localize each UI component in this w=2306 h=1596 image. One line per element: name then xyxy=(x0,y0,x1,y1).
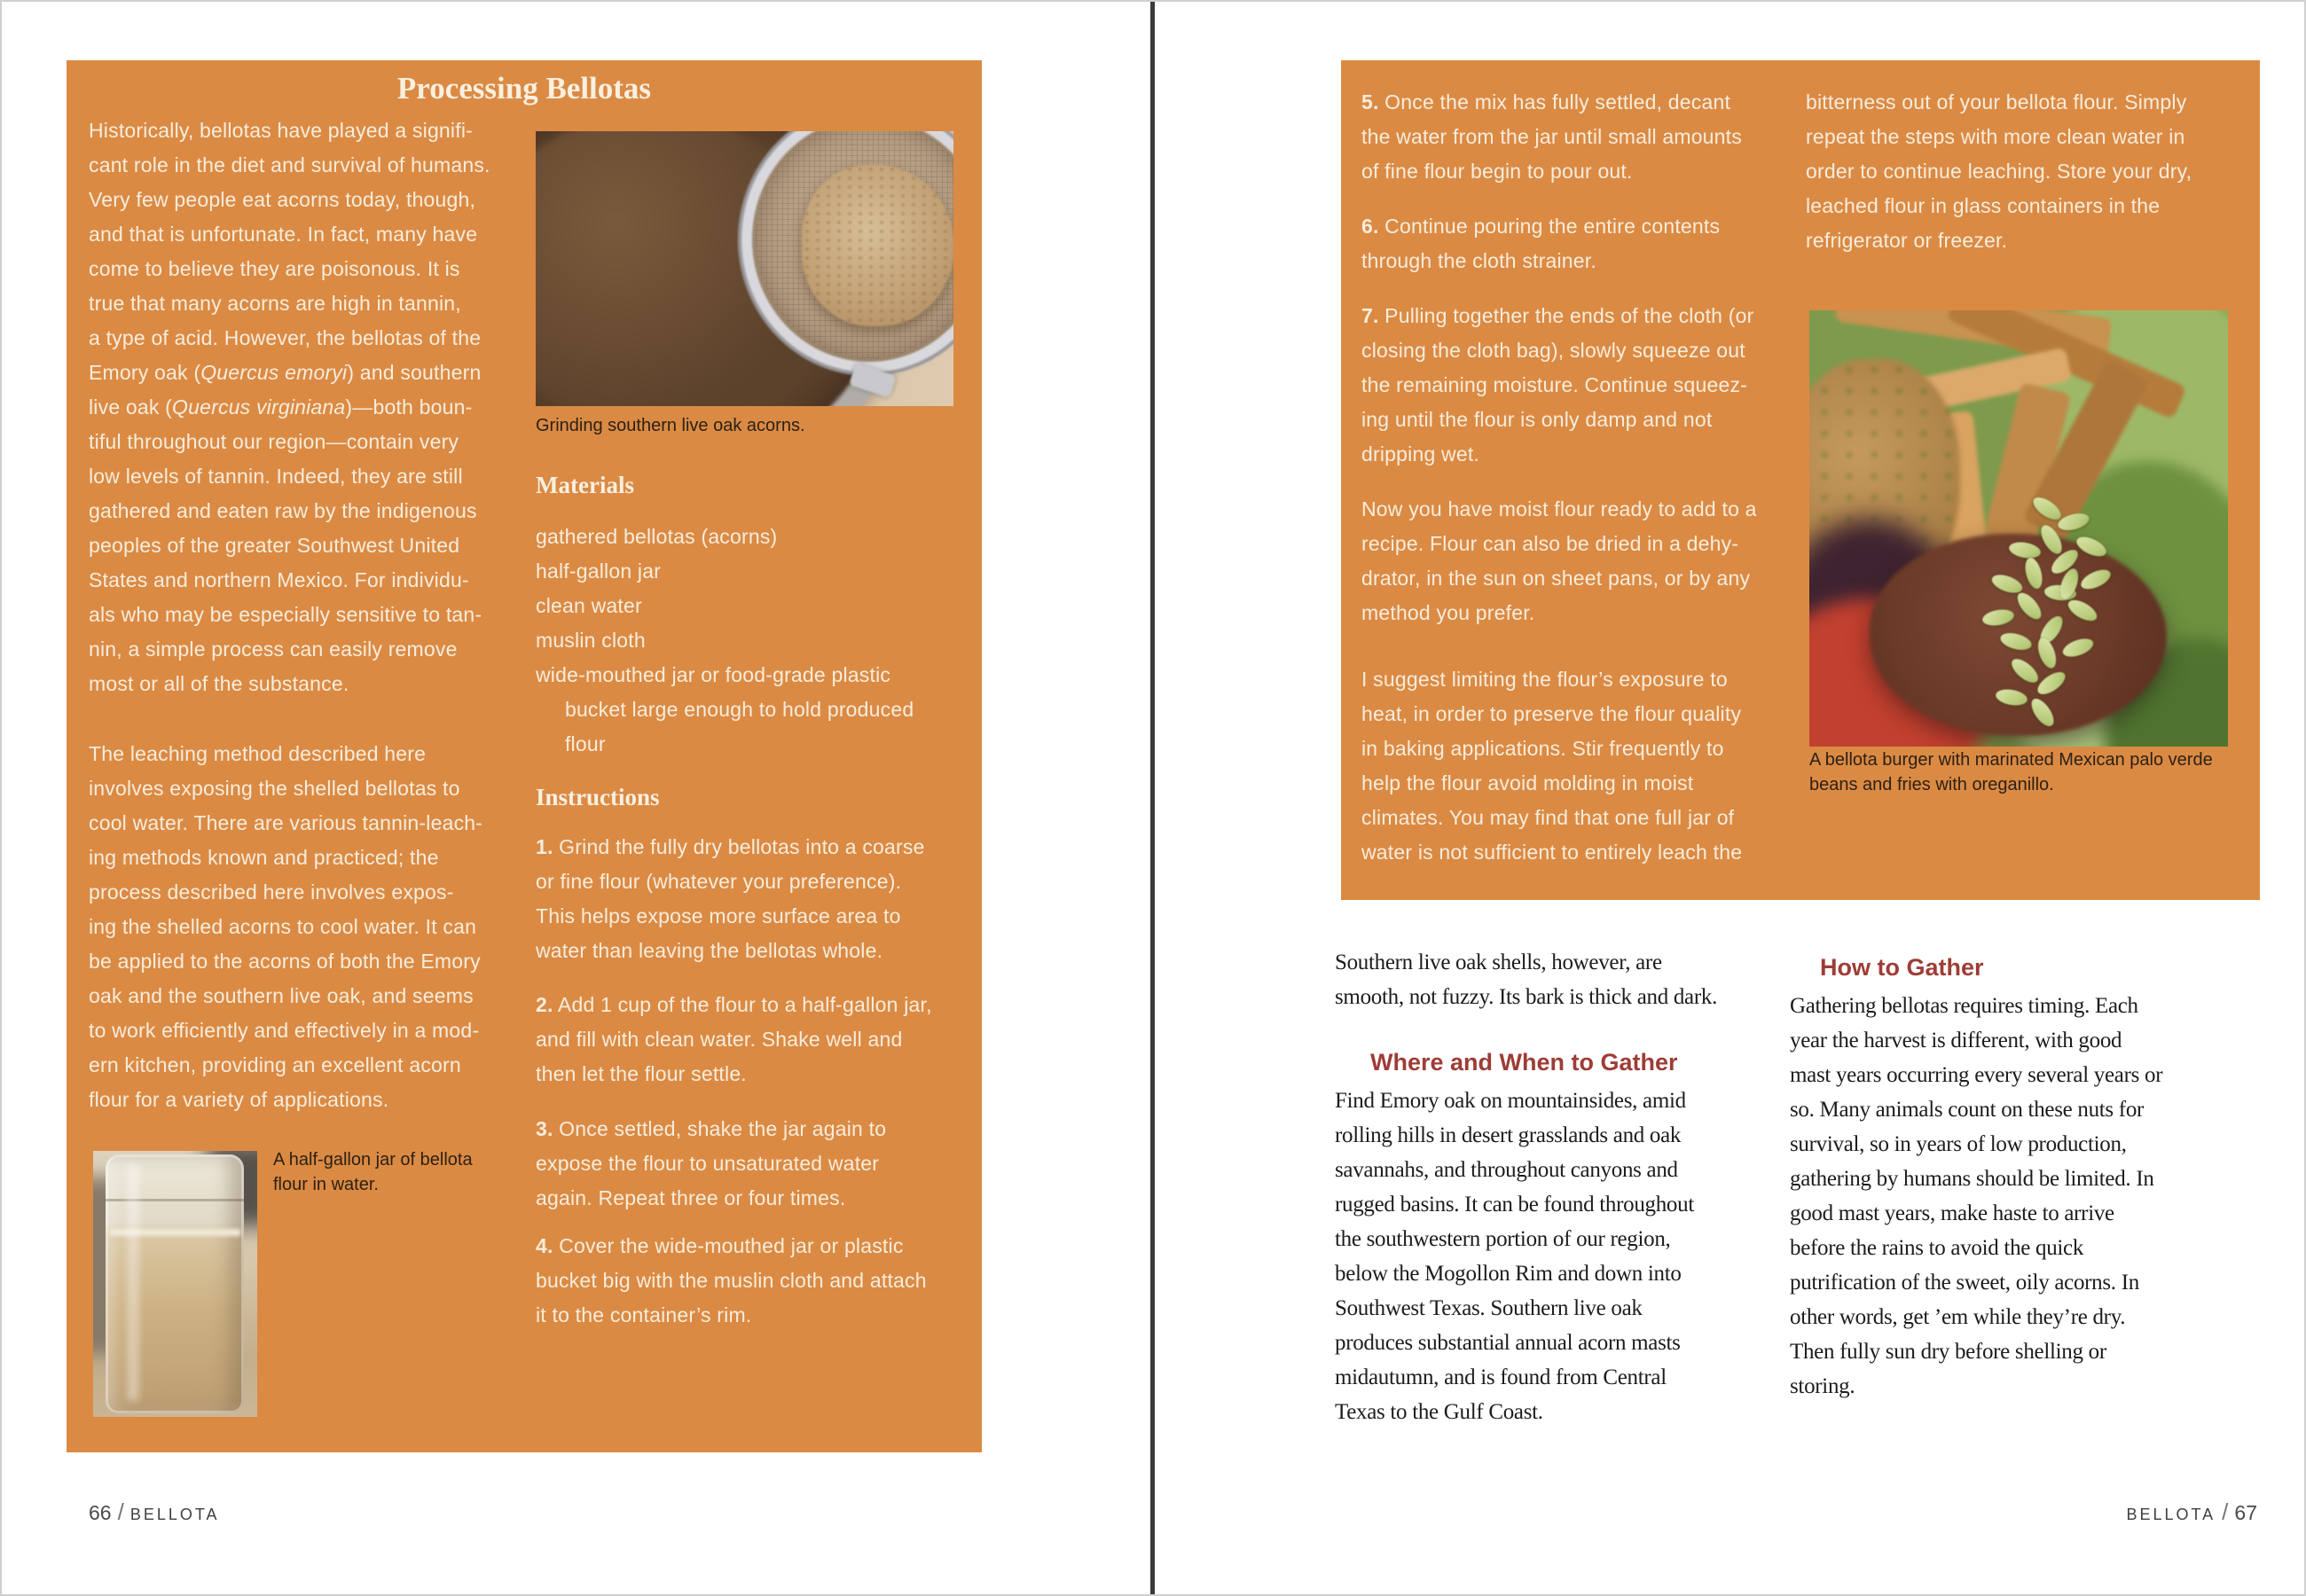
footer-separator: / xyxy=(117,1498,124,1525)
feature-title: Processing Bellotas xyxy=(396,71,652,106)
strainer-photo xyxy=(536,131,953,406)
instructions-heading: Instructions xyxy=(536,784,660,810)
instruction-step-1: 1. Grind the fully dry bellotas into a coarse or fine flour (whatever your preference). This helps expose more surface area to water than leaving the bellotas whole. xyxy=(536,835,925,962)
how-to-gather-paragraph: Gathering bellotas requires timing. Each year the harvest is different, with good mast years occurring every several years or so. Many animals count on these nuts for survival, so in years of low production, gathering by humans should be limited. In good mast years, make haste to arrive before the rains to avoid the quick putrification of the sweet, oily acorns. In other words, get ’em while they’re dry. Then fully sun dry before shelling or storing. xyxy=(1790,994,2163,1398)
jar-photo-caption: A half-gallon jar of bellota flour in water. xyxy=(273,1150,473,1194)
instruction-step-5: 5. Once the mix has fully settled, decant the water from the jar until small amounts of fine flour begin to pour out. xyxy=(1361,90,1742,183)
article-lead: Southern live oak shells, however, are smooth, not fuzzy. Its bark is thick and dark. xyxy=(1335,951,1718,1009)
jar-photo xyxy=(93,1151,257,1417)
page-gutter-line xyxy=(1150,0,1155,1596)
glass-highlight-shape xyxy=(127,1163,139,1401)
burger-photo-caption: A bellota burger with marinated Mexican palo verde beans and fries with oreganillo. xyxy=(1809,750,2213,794)
strainer-photo-caption: Grinding southern live oak acorns. xyxy=(536,416,805,435)
acorn-flour-shape xyxy=(802,165,953,326)
how-to-gather-heading: How to Gather xyxy=(1820,954,1984,981)
page-footer-right xyxy=(2126,1498,2257,1526)
instruction-step-3: 3. Once settled, shake the jar again to expose the flour to unsaturated water again. Repeat three or four times. xyxy=(536,1117,887,1209)
instruction-step-7: 7. Pulling together the ends of the cloth (or closing the cloth bag), slowly squeeze out the remaining moisture. Continue squeez- ing until the flour is only damp and not dripping wet. xyxy=(1361,304,1754,466)
book-title-label: BELLOTA xyxy=(129,1506,220,1523)
intro-paragraph-1: Historically, bellotas have played a signifi- cant role in the diet and survival of humans. Very few people eat acorns today, though, and that is unfortunate. In fact, many have come to believe they are poisonous. It is true that many acorns are high in tannin, a type of acid. However, the bellotas of the Emory oak (Quercus emoryi) and southern live oak (Quercus virginiana)—both boun- tiful throughout our region—contain very low levels of tannin. Indeed, they are still gathered and eaten raw by the indigenous peoples of the greater Southwest United States and northern Mexico. For individu- als who may be especially sensitive to tan- nin, a simple process can easily remove most or all of the substance. xyxy=(89,119,490,695)
where-when-paragraph: Find Emory oak on mountainsides, amid rolling hills in desert grasslands and oak savannahs, and throughout canyons and rugged basins. It can be found throughout the southwestern portion of our region, below the Mogollon Rim and down into Southwest Texas. Southern live oak produces substantial annual acorn masts midautumn, and is found from Central Texas to the Gulf Coast. xyxy=(1335,1089,1694,1424)
page-footer-left xyxy=(89,1498,220,1526)
instruction-step-2: 2. Add 1 cup of the flour to a half-gallon jar, and fill with clean water. Shake well and then let the flour settle. xyxy=(536,993,932,1085)
where-when-heading: Where and When to Gather xyxy=(1370,1049,1678,1076)
leaching-continuation-paragraph: bitterness out of your bellota flour. Simply repeat the steps with more clean water in order to continue leaching. Store your dry, leached flour in glass containers in the refrigerator or freezer. xyxy=(1806,90,2192,252)
instruction-step-6: 6. Continue pouring the entire contents through the cloth strainer. xyxy=(1361,215,1721,272)
footer-separator: / xyxy=(2222,1498,2229,1525)
intro-paragraph-2: The leaching method described here involves exposing the shelled bellotas to cool water. There are various tannin-leach- ing methods known and practiced; the process described here involves expos- ing the shelled acorns to cool water. It can be applied to the acorns of both the Emory oak and the southern live oak, and seems to work efficiently and effectively in a mod- ern kitchen, providing an excellent acorn flour for a variety of applications. xyxy=(89,742,483,1111)
leaching-tips-paragraph: I suggest limiting the flour’s exposure to heat, in order to preserve the flour quality in baking applications. Stir frequently to help the flour avoid molding in moist climates. You may find that one full jar of water is not sufficient to entirely leach the xyxy=(1361,668,1743,864)
instruction-step-4: 4. Cover the wide-mouthed jar or plastic bucket big with the muslin cloth and attach it to the container’s rim. xyxy=(536,1234,927,1326)
page-number: 66 xyxy=(89,1501,112,1524)
page-number: 67 xyxy=(2234,1501,2257,1524)
materials-list: gathered bellotas (acorns) half-gallon jar clean water muslin cloth wide-mouthed jar or food-grade plastic bucket large enough to hold produced flour xyxy=(536,525,914,755)
flour-usage-paragraph: Now you have moist flour ready to add to a recipe. Flour can also be dried in a dehy- drator, in the sun on sheet pans, or by any method you prefer. xyxy=(1361,497,1757,624)
burger-photo xyxy=(1809,310,2228,747)
book-title-label: BELLOTA xyxy=(2126,1506,2216,1523)
materials-heading: Materials xyxy=(536,472,634,498)
